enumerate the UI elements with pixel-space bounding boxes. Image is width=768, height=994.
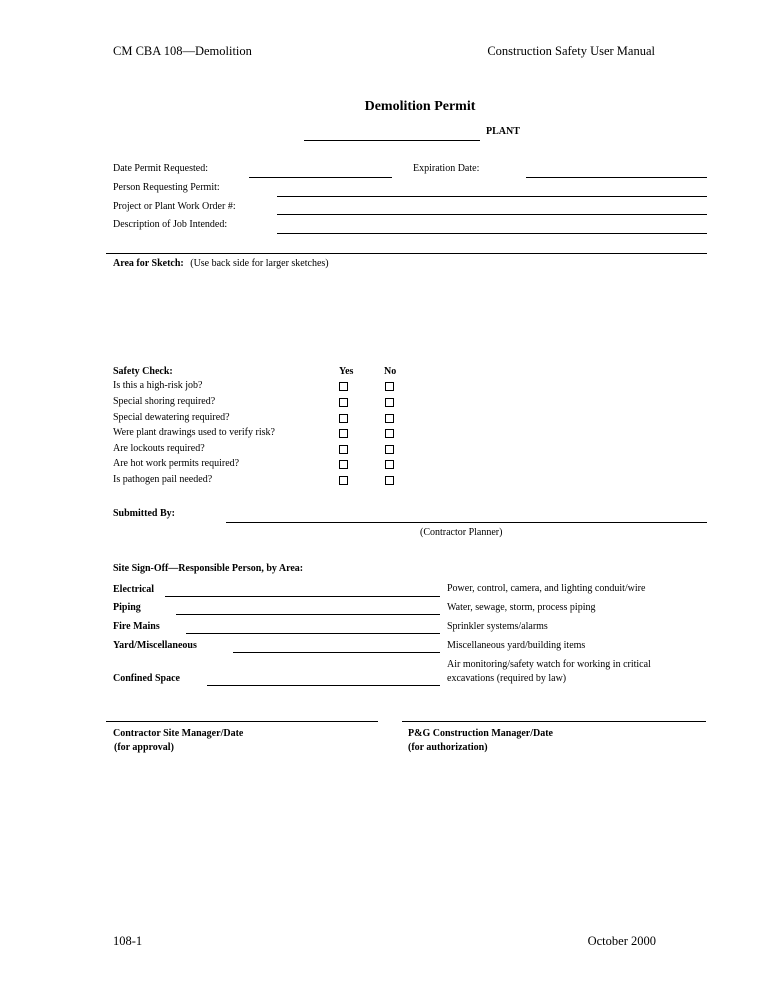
no-checkbox[interactable] (385, 445, 394, 454)
area-desc-piping: Water, sewage, storm, process piping (447, 602, 596, 613)
area-name-confined-space: Confined Space (113, 673, 180, 684)
person-requesting-line[interactable] (277, 196, 707, 197)
no-checkbox[interactable] (385, 460, 394, 469)
description-line[interactable] (277, 233, 707, 234)
contractor-approval-label: (for approval) (114, 742, 174, 753)
yes-checkbox[interactable] (339, 414, 348, 423)
submitted-by-label: Submitted By: (113, 508, 175, 519)
area-name-piping: Piping (113, 602, 141, 613)
contractor-manager-signature-line[interactable] (106, 721, 378, 722)
no-checkbox[interactable] (385, 476, 394, 485)
date-requested-line[interactable] (249, 177, 392, 178)
work-order-line[interactable] (277, 214, 707, 215)
page-title: Demolition Permit (364, 99, 476, 114)
no-checkbox[interactable] (385, 414, 394, 423)
yes-column-header: Yes (339, 366, 354, 377)
area-name-fire-mains: Fire Mains (113, 621, 160, 632)
yes-checkbox[interactable] (339, 398, 348, 407)
footer-page-number: 108-1 (113, 934, 143, 948)
contractor-manager-label: Contractor Site Manager/Date (113, 728, 244, 739)
yes-checkbox[interactable] (339, 460, 348, 469)
yard-signoff-line[interactable] (233, 652, 440, 653)
fire-mains-signoff-line[interactable] (186, 633, 440, 634)
sketch-divider (106, 253, 707, 254)
no-checkbox[interactable] (385, 429, 394, 438)
work-order-label: Project or Plant Work Order #: (113, 201, 236, 212)
area-name-yard: Yard/Miscellaneous (113, 640, 197, 651)
header-manual-title: Construction Safety User Manual (487, 44, 655, 58)
no-checkbox[interactable] (385, 382, 394, 391)
header-doc-code: CM CBA 108—Demolition (113, 44, 252, 58)
pg-manager-label: P&G Construction Manager/Date (408, 728, 553, 739)
plant-label: PLANT (486, 126, 520, 137)
area-name-electrical: Electrical (113, 584, 155, 595)
submitted-by-line[interactable] (226, 522, 707, 523)
safety-question: Is pathogen pail needed? (113, 474, 213, 485)
yes-checkbox[interactable] (339, 429, 348, 438)
safety-check-heading: Safety Check: (113, 366, 173, 377)
contractor-planner-caption: (Contractor Planner) (420, 527, 503, 538)
area-desc-confined-space-2: excavations (required by law) (447, 673, 567, 684)
safety-question: Were plant drawings used to verify risk? (113, 427, 275, 438)
date-requested-label: Date Permit Requested: (113, 163, 208, 174)
expiration-date-label: Expiration Date: (413, 163, 480, 174)
pg-manager-signature-line[interactable] (402, 721, 706, 722)
signoff-heading: Site Sign-Off—Responsible Person, by Area: (113, 563, 304, 574)
area-desc-fire-mains: Sprinkler systems/alarms (447, 621, 548, 632)
yes-checkbox[interactable] (339, 476, 348, 485)
safety-question: Are hot work permits required? (113, 458, 240, 469)
safety-question: Is this a high-risk job? (113, 380, 203, 391)
area-desc-confined-space-1: Air monitoring/safety watch for working in critical (447, 659, 651, 670)
yes-checkbox[interactable] (339, 445, 348, 454)
piping-signoff-line[interactable] (176, 614, 440, 615)
sketch-note: (Use back side for larger sketches) (190, 258, 329, 269)
area-desc-yard: Miscellaneous yard/building items (447, 640, 586, 651)
person-requesting-label: Person Requesting Permit: (113, 182, 220, 193)
description-label: Description of Job Intended: (113, 219, 228, 230)
plant-name-line[interactable] (304, 140, 480, 141)
expiration-date-line[interactable] (526, 177, 707, 178)
no-column-header: No (384, 366, 397, 377)
no-checkbox[interactable] (385, 398, 394, 407)
pg-authorization-label: (for authorization) (408, 742, 488, 753)
sketch-label: Area for Sketch: (113, 258, 184, 269)
yes-checkbox[interactable] (339, 382, 348, 391)
confined-space-signoff-line[interactable] (207, 685, 440, 686)
safety-question: Are lockouts required? (113, 443, 205, 454)
area-desc-electrical: Power, control, camera, and lighting conduit/wire (447, 583, 646, 594)
sketch-heading (113, 258, 329, 269)
electrical-signoff-line[interactable] (165, 596, 440, 597)
safety-question: Special dewatering required? (113, 412, 230, 423)
safety-question: Special shoring required? (113, 396, 216, 407)
footer-date: October 2000 (587, 934, 656, 948)
